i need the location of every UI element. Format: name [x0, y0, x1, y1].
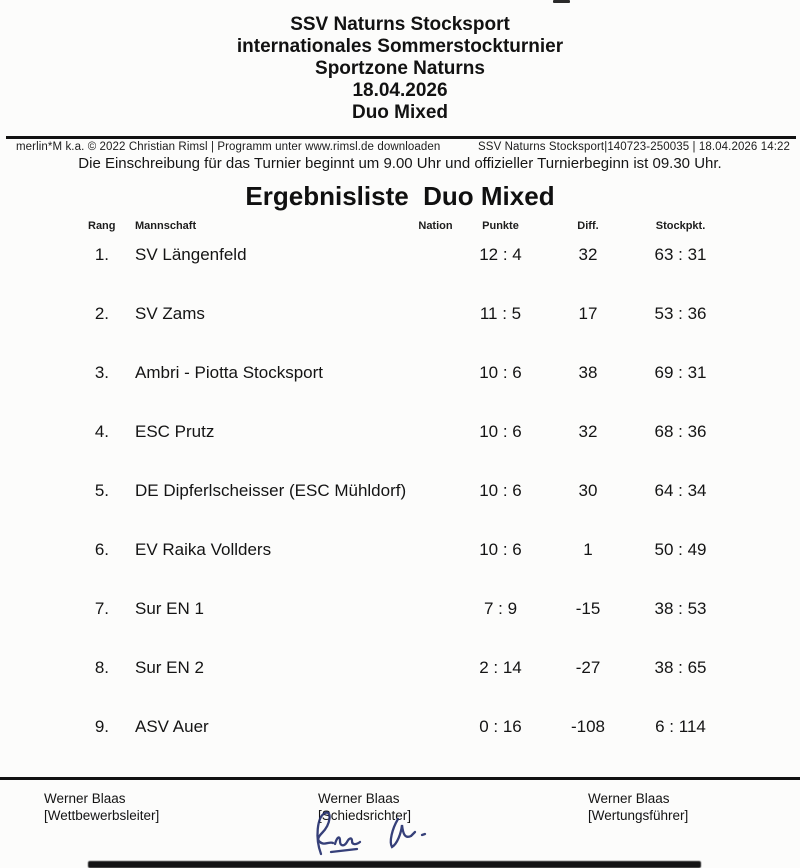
- team-cell: Ambri - Piotta Stocksport: [135, 363, 324, 382]
- header-club-name: SSV Naturns Stocksport: [290, 14, 510, 35]
- table-row: [68, 481, 728, 540]
- scan-speck-artifact: [553, 0, 570, 3]
- col-header-stockpkt: Stockpkt.: [655, 220, 706, 232]
- table-row: [68, 245, 728, 304]
- points-cell: 10 : 6: [479, 422, 522, 441]
- team-cell: Sur EN 1: [135, 599, 204, 618]
- col-header-diff: Diff.: [577, 220, 599, 232]
- official-role: [Schiedsrichter]: [318, 808, 412, 823]
- stockpoints-cell: 50 : 49: [654, 540, 707, 559]
- print-info-text: SSV Naturns Stocksport|140723-250035 | 18.04.2026 14:22: [478, 141, 790, 153]
- team-cell: EV Raika Vollders: [135, 540, 272, 559]
- registration-notice: Die Einschreibung für das Turnier beginnt um 9.00 Uhr und offizieller Turnierbeginn ist 09.30 Uhr.: [78, 155, 722, 172]
- header-tournament-name: internationales Sommerstockturnier: [236, 36, 564, 57]
- points-cell: 10 : 6: [479, 481, 522, 500]
- diff-cell: -27: [575, 658, 601, 677]
- team-cell: DE Dipferlscheisser (ESC Mühldorf): [135, 481, 407, 500]
- diff-cell: 38: [578, 363, 598, 382]
- stockpoints-cell: 68 : 36: [654, 422, 707, 441]
- results-table: [68, 220, 728, 776]
- footer-divider: [0, 777, 800, 780]
- table-row: [68, 304, 728, 363]
- table-row: [68, 658, 728, 717]
- rank-cell: 8.: [94, 658, 109, 677]
- stockpoints-cell: 63 : 31: [654, 245, 707, 264]
- header-category: Duo Mixed: [351, 102, 449, 123]
- stockpoints-cell: 53 : 36: [654, 304, 707, 323]
- diff-cell: 1: [583, 540, 593, 559]
- table-row: [68, 717, 728, 776]
- official-name: Werner Blaas: [588, 791, 670, 806]
- team-cell: ESC Prutz: [135, 422, 215, 441]
- official-name: Werner Blaas: [44, 791, 126, 806]
- team-cell: Sur EN 2: [135, 658, 204, 677]
- stockpoints-cell: 69 : 31: [654, 363, 707, 382]
- stockpoints-cell: 6 : 114: [655, 717, 706, 736]
- rank-cell: 2.: [94, 304, 109, 323]
- software-credit-text: merlin*M k.a. © 2022 Christian Rimsl | Programm unter www.rimsl.de downloaden: [16, 141, 441, 153]
- software-meta-bar: [16, 141, 790, 153]
- diff-cell: 30: [578, 481, 598, 500]
- col-header-nation: Nation: [418, 220, 453, 232]
- diff-cell: -108: [570, 717, 606, 736]
- points-cell: 2 : 14: [479, 658, 522, 677]
- team-cell: SV Längenfeld: [135, 245, 247, 264]
- scan-artifact-bar: [88, 861, 701, 868]
- table-row: [68, 422, 728, 481]
- points-cell: 11 : 5: [479, 304, 522, 323]
- rank-cell: 9.: [94, 717, 109, 736]
- stockpoints-cell: 38 : 53: [654, 599, 707, 618]
- points-cell: 10 : 6: [479, 363, 522, 382]
- document-header: [0, 14, 800, 124]
- table-row: [68, 540, 728, 599]
- rank-cell: 1.: [94, 245, 109, 264]
- stockpoints-cell: 64 : 34: [654, 481, 707, 500]
- official-role: [Wertungsführer]: [588, 808, 689, 823]
- col-header-punkte: Punkte: [482, 220, 519, 232]
- diff-cell: 32: [578, 245, 598, 264]
- rank-cell: 4.: [94, 422, 109, 441]
- diff-cell: 17: [578, 304, 598, 323]
- signature-block-wertungsfuehrer: [588, 790, 688, 824]
- table-body: [68, 245, 728, 776]
- official-role: [Wettbewerbsleiter]: [44, 808, 160, 823]
- diff-cell: 32: [578, 422, 598, 441]
- points-cell: 0 : 16: [479, 717, 522, 736]
- col-header-rang: Rang: [88, 220, 116, 232]
- points-cell: 12 : 4: [479, 245, 522, 264]
- table-row: [68, 363, 728, 422]
- team-cell: SV Zams: [135, 304, 205, 323]
- table-row: [68, 599, 728, 658]
- team-cell: ASV Auer: [135, 717, 209, 736]
- rank-cell: 3.: [94, 363, 109, 382]
- rank-cell: 7.: [94, 599, 109, 618]
- rank-cell: 5.: [94, 481, 109, 500]
- header-venue: Sportzone Naturns: [315, 58, 485, 79]
- rank-cell: 6.: [94, 540, 109, 559]
- points-cell: 10 : 6: [479, 540, 522, 559]
- points-cell: 7 : 9: [483, 599, 518, 618]
- top-divider: [6, 136, 796, 139]
- header-date: 18.04.2026: [352, 80, 448, 101]
- official-name: Werner Blaas: [318, 791, 400, 806]
- page-title: Ergebnisliste Duo Mixed: [245, 181, 555, 211]
- signature-block-wettbewerbsleiter: [44, 790, 159, 824]
- stockpoints-cell: 38 : 65: [654, 658, 707, 677]
- col-header-mannschaft: Mannschaft: [135, 220, 197, 232]
- diff-cell: -15: [575, 599, 601, 618]
- table-header-row: [68, 220, 728, 232]
- handwritten-signature: [303, 806, 453, 860]
